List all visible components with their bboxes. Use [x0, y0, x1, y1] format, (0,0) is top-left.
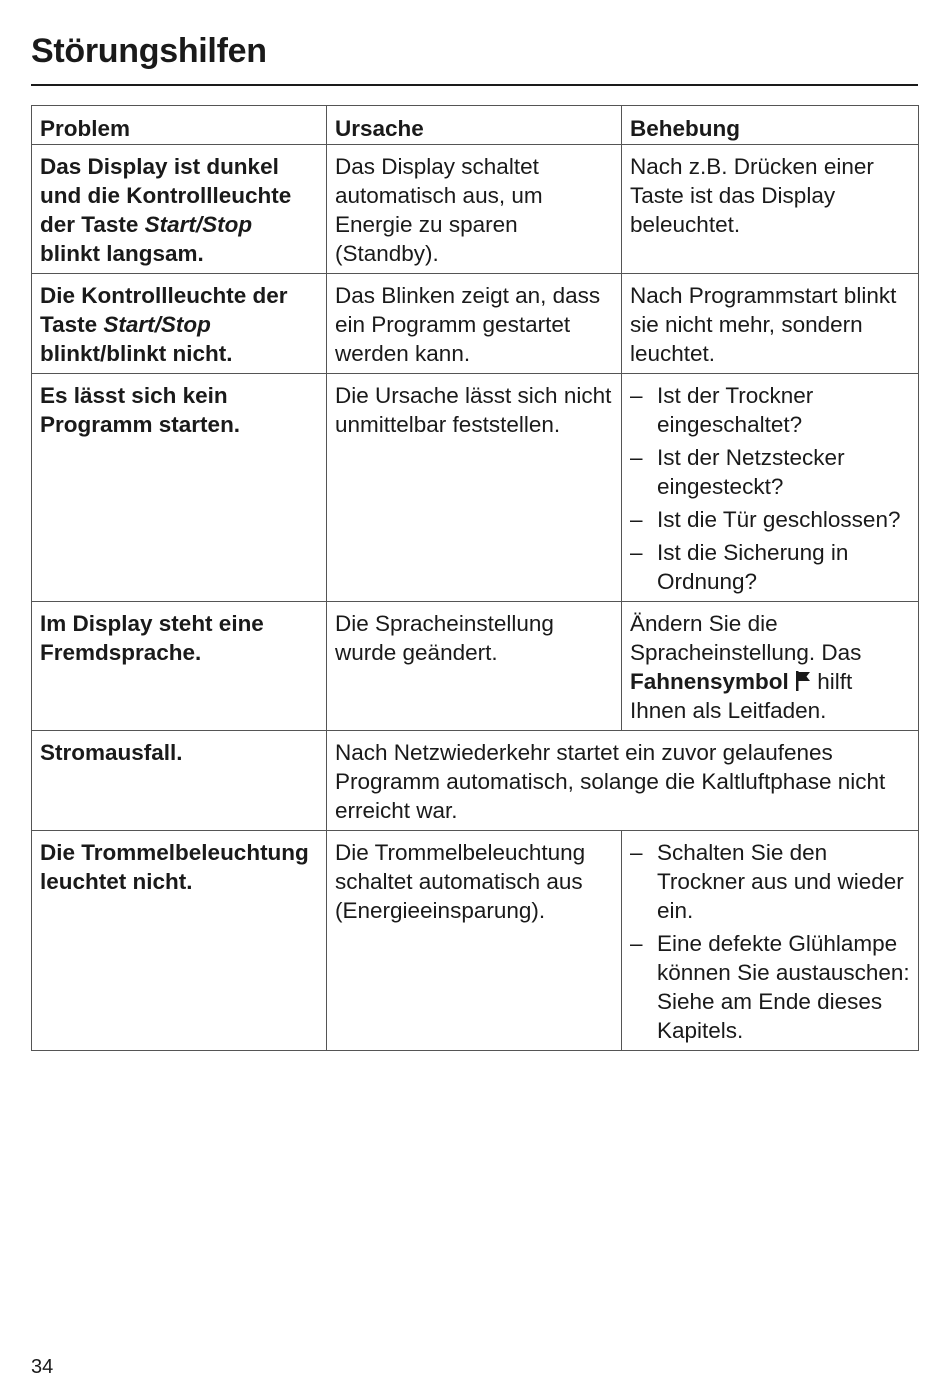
remedy-list-item: – Schalten Sie den Trockner aus und wieder ein. — [630, 838, 910, 925]
cause-cell: Die Spracheinstellung wurde geändert. — [327, 602, 622, 731]
troubleshooting-table — [31, 105, 919, 1051]
remedy-text: hilft Ihnen als Leitfaden. — [630, 669, 853, 723]
flag-symbol-label: Fahnensymbol — [630, 669, 789, 694]
remedy-cell — [622, 374, 919, 602]
page-title: Störungshilfen — [31, 32, 267, 70]
problem-text: blinkt langsam. — [40, 241, 204, 266]
flag-icon — [795, 669, 811, 689]
cause-cell: Das Blinken zeigt an, dass ein Programm gestartet werden kann. — [327, 274, 622, 374]
problem-text: Die Kontrollleuchte der Taste — [40, 283, 288, 337]
remedy-cell — [622, 831, 919, 1051]
problem-cell — [32, 274, 327, 374]
problem-cell: Die Trommelbeleuchtung leuchtet nicht. — [32, 831, 327, 1051]
remedy-list — [630, 838, 910, 1045]
remedy-text: Ändern Sie die Spracheinstellung. Das — [630, 611, 862, 665]
title-divider — [31, 84, 918, 86]
remedy-list-item: – Ist der Trockner eingeschaltet? — [630, 381, 910, 439]
table-row — [32, 145, 919, 274]
column-header-problem: Problem — [32, 106, 327, 145]
remedy-cell: Nach z.B. Drücken einer Taste ist das Display beleuchtet. — [622, 145, 919, 274]
cause-cell: Die Trommelbeleuchtung schaltet automatisch aus (Energieeinsparung). — [327, 831, 622, 1051]
problem-text: Das Display ist dunkel und die Kontrollleuchte der Taste — [40, 154, 292, 237]
problem-cell: Stromausfall. — [32, 731, 327, 831]
table-row — [32, 602, 919, 731]
remedy-list-item: – Eine defekte Glühlampe können Sie austauschen: Siehe am Ende dieses Kapitels. — [630, 929, 910, 1045]
column-header-cause: Ursache — [327, 106, 622, 145]
remedy-list-item: – Ist die Tür geschlossen? — [630, 505, 910, 534]
remedy-list-item: – Ist der Netzstecker eingesteckt? — [630, 443, 910, 501]
button-name: Start/Stop — [103, 312, 211, 337]
problem-cell: Im Display steht eine Fremdsprache. — [32, 602, 327, 731]
button-name: Start/Stop — [144, 212, 253, 237]
cause-cell: Die Ursache lässt sich nicht unmittelbar feststellen. — [327, 374, 622, 602]
remedy-list-item: – Ist die Sicherung in Ordnung? — [630, 538, 910, 596]
column-header-remedy: Behebung — [622, 106, 919, 145]
problem-text: blinkt/blinkt nicht. — [40, 341, 233, 366]
table-row — [32, 731, 919, 831]
table-row — [32, 831, 919, 1051]
cause-remedy-cell: Nach Netzwiederkehr startet ein zuvor gelaufenes Programm automatisch, solange die Kaltluftphase nicht erreicht war. — [327, 731, 919, 831]
cause-cell: Das Display schaltet automatisch aus, um Energie zu sparen (Standby). — [327, 145, 622, 274]
remedy-list — [630, 381, 910, 596]
problem-cell: Es lässt sich kein Programm starten. — [32, 374, 327, 602]
problem-cell — [32, 145, 327, 274]
remedy-cell: Nach Programmstart blinkt sie nicht mehr, sondern leuchtet. — [622, 274, 919, 374]
page-number: 34 — [31, 1356, 54, 1378]
table-row — [32, 374, 919, 602]
remedy-cell — [622, 602, 919, 731]
table-header-row — [32, 106, 919, 145]
table-row — [32, 274, 919, 374]
